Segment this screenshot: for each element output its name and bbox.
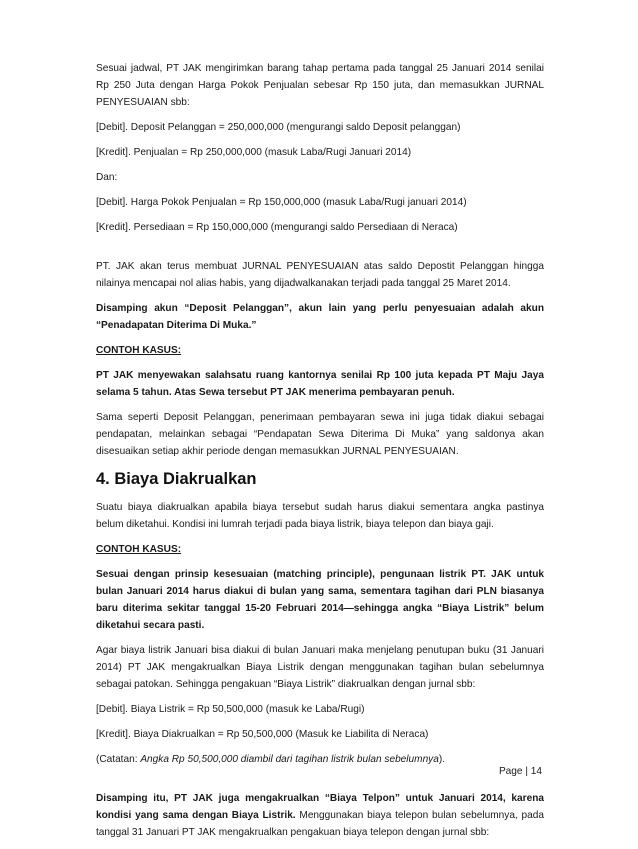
paragraph-dan: Dan: bbox=[96, 172, 118, 183]
contoh-kasus-heading-2: CONTOH KASUS: bbox=[96, 544, 182, 555]
paragraph-catatan bbox=[96, 751, 544, 768]
page-number: Page | 14 bbox=[498, 766, 542, 777]
paragraph-biaya-telpon bbox=[96, 790, 544, 841]
biaya-telpon-bold: Disamping itu, PT JAK juga mengakrualkan “Biaya Telpon” untuk Januari 2014, karena kondisi yang sama dengan Biaya Listrik. bbox=[96, 793, 544, 821]
journal-kredit-penjualan: [Kredit]. Penjualan = Rp 250,000,000 (masuk Laba/Rugi Januari 2014) bbox=[96, 147, 412, 158]
biaya-telpon-rest: Menggunakan biaya telepon bulan sebelumnya, pada tanggal 31 Januari PT JAK mengakrualkan pengakuan biaya telepon dengan jurnal sbb: bbox=[96, 810, 544, 838]
section-heading: 4. Biaya Diakrualkan bbox=[96, 470, 257, 488]
journal-debit-listrik: [Debit]. Biaya Listrik = Rp 50,500,000 (masuk ke Laba/Rugi) bbox=[96, 704, 365, 715]
catatan-suffix: ). bbox=[438, 754, 446, 765]
catatan-italic: Angka Rp 50,500,000 diambil dari tagihan listrik bulan sebelumnya bbox=[140, 754, 439, 765]
paragraph-jurnal-penyesuaian: PT. JAK akan terus membuat JURNAL PENYESUAIAN atas saldo Depostit Pelanggan hingga nilainya mencapai nol alias habis, yang dijadwalkanakan terjadi pada tanggal 25 Maret 2014. bbox=[96, 261, 544, 289]
journal-debit-hpp: [Debit]. Harga Pokok Penjualan = Rp 150,000,000 (masuk Laba/Rugi januari 2014) bbox=[96, 197, 467, 208]
paragraph-jadwal: Sesuai jadwal, PT JAK mengirimkan barang tahap pertama pada tanggal 25 Januari 2014 senilai Rp 250 Juta dengan Harga Pokok Penjualan sebesar Rp 150 juta, dan memasukkan JURNAL PENYESUAIAN sbb: bbox=[96, 63, 544, 108]
paragraph-akun-lain: Disamping akun “Deposit Pelanggan”, akun lain yang perlu penyesuaian adalah akun “Penadapatan Diterima Di Muka.” bbox=[96, 303, 544, 331]
journal-debit-deposit: [Debit]. Deposit Pelanggan = 250,000,000 (mengurangi saldo Deposit pelanggan) bbox=[96, 122, 461, 133]
journal-kredit-diakrualkan: [Kredit]. Biaya Diakrualkan = Rp 50,500,000 (Masuk ke Liabilita di Neraca) bbox=[96, 729, 429, 740]
journal-kredit-persediaan: [Kredit]. Persediaan = Rp 150,000,000 (mengurangi saldo Persediaan di Neraca) bbox=[96, 222, 458, 233]
paragraph-biaya-listrik: Agar biaya listrik Januari bisa diakui di bulan Januari maka menjelang penutupan buku (31 Januari 2014) PT JAK mengakrualkan Biaya Listrik dengan menggunakan tagihan bulan sebelumnya sebagai patokan. Sehingga pengakuan “Biaya Listrik” diakrualkan dengan jurnal sbb: bbox=[96, 645, 544, 690]
page-content bbox=[96, 60, 544, 849]
catatan-prefix: (Catatan: bbox=[96, 754, 141, 765]
contoh-kasus-heading-1: CONTOH KASUS: bbox=[96, 345, 182, 356]
paragraph-pendapatan-sewa: Sama seperti Deposit Pelanggan, penerimaan pembayaran sewa ini juga tidak diakui sebagai pendapatan, melainkan sebagai “Pendapatan Sewa Diterima Di Muka” yang saldonya akan disesuaikan setiap akhir periode dengan memasukkan JURNAL PENYESUAIAN. bbox=[96, 412, 544, 457]
paragraph-matching-principle: Sesuai dengan prinsip kesesuaian (matching principle), pengunaan listrik PT. JAK untuk bulan Januari 2014 harus diakui di bulan yang sama, sementara tagihan dari PLN biasanya baru diterima sekitar tanggal 15-20 Februari 2014—sehingga angka “Biaya Listrik” belum diketahui secara pasti. bbox=[96, 569, 544, 631]
paragraph-kasus-sewa: PT JAK menyewakan salahsatu ruang kantornya senilai Rp 100 juta kepada PT Maju Jaya selama 5 tahun. Atas Sewa tersebut PT JAK menerima pembayaran penuh. bbox=[96, 370, 544, 398]
paragraph-biaya-diakrualkan: Suatu biaya diakrualkan apabila biaya tersebut sudah harus diakui sementara angka pastinya belum diketahui. Kondisi ini lumrah terjadi pada biaya listrik, biaya telepon dan biaya gaji. bbox=[96, 502, 544, 530]
